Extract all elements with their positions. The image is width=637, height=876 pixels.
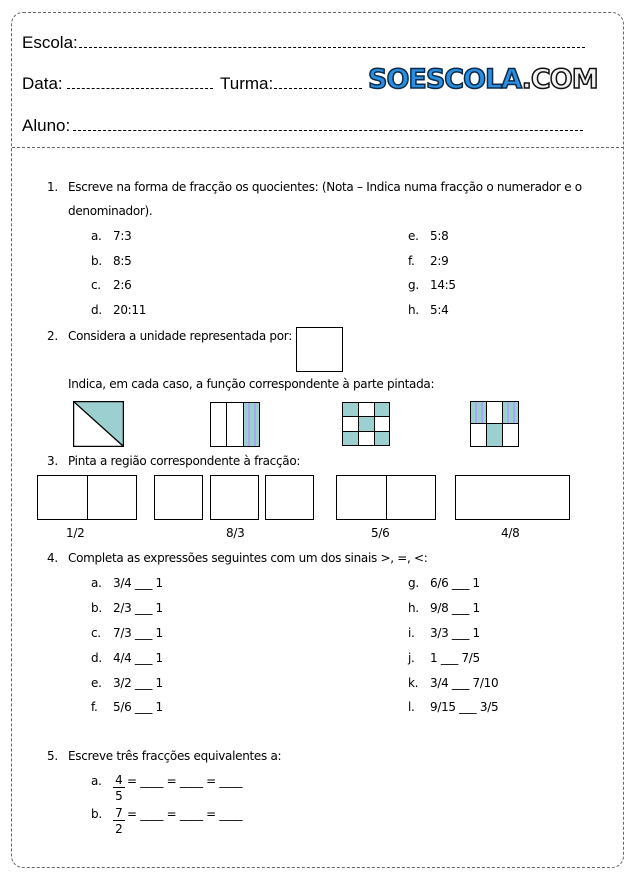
q4-item-letter: e. (91, 676, 102, 690)
paint-cell[interactable] (154, 475, 203, 520)
q4-item-letter: j. (408, 651, 415, 665)
fraction-label: 5/6 (371, 526, 390, 540)
q1-text: Escreve na forma de fracção os quocientes: (Nota – Indica numa fracção o numerador e o (68, 180, 582, 194)
q1-item-value: 14:5 (430, 278, 456, 292)
q1-item-value: 5:4 (430, 303, 449, 317)
cell-shaded (342, 402, 359, 417)
cell-shaded (374, 402, 390, 417)
soescola-logo (368, 64, 598, 95)
strip-shaded (243, 402, 260, 447)
q4-item-value: 2/3 ___ 1 (113, 601, 163, 615)
q4-item-value: 1 ___ 7/5 (430, 651, 480, 665)
q4-item-value: 5/6 ___ 1 (113, 700, 163, 714)
q5-item-letter: a. (91, 774, 102, 788)
q1-item-value: 2:6 (113, 278, 132, 292)
q4-item-letter: l. (408, 700, 415, 714)
class-label: Turma: (220, 74, 274, 93)
q2-text: Considera a unidade representada por: (68, 329, 292, 343)
q4-number: 4. (47, 551, 58, 565)
cell (486, 401, 503, 424)
q1-number: 1. (47, 180, 58, 194)
strip (210, 402, 227, 447)
equivalent-blanks[interactable]: = ____ = ____ = ____ (127, 807, 243, 821)
q4-item-letter: d. (91, 651, 102, 665)
school-label: Escola: (22, 33, 78, 52)
fraction-label: 8/3 (226, 526, 245, 540)
q4-item-value: 6/6 ___ 1 (430, 576, 480, 590)
q1-item-value: 20:11 (113, 303, 147, 317)
figure-thirds (210, 402, 260, 447)
fraction (113, 806, 125, 837)
figure-diagonal-half (73, 401, 124, 447)
q5-number: 5. (47, 749, 58, 763)
q1-item-letter: b. (91, 254, 102, 268)
q2-number: 2. (47, 329, 58, 343)
paint-cell[interactable] (455, 475, 570, 520)
q4-item-letter: f. (91, 700, 98, 714)
q4-item-value: 9/8 ___ 1 (430, 601, 480, 615)
q1-item-value: 7:3 (113, 229, 132, 243)
paint-cell[interactable] (37, 475, 88, 520)
denominator: 5 (115, 789, 123, 803)
paint-cell[interactable] (87, 475, 137, 520)
cell-shaded (486, 423, 503, 447)
figure-checkerboard (342, 402, 390, 446)
logo-text-blue: SOESCOLA (368, 64, 522, 95)
q1-item-letter: f. (408, 254, 415, 268)
q2-instruction: Indica, em cada caso, a função correspondente à parte pintada: (68, 377, 435, 391)
q4-item-value: 3/4 ___ 1 (113, 576, 163, 590)
numerator: 7 (113, 806, 125, 821)
fraction-label: 1/2 (66, 526, 85, 540)
denominator: 2 (115, 822, 123, 836)
q4-text: Completa as expressões seguintes com um dos sinais >, =, <: (68, 551, 428, 565)
cell (470, 423, 487, 447)
cell (358, 431, 375, 446)
equivalent-blanks[interactable]: = ____ = ____ = ____ (127, 774, 243, 788)
q3-number: 3. (47, 454, 58, 468)
paint-cell[interactable] (210, 475, 259, 520)
q4-item-letter: k. (408, 676, 419, 690)
q4-item-letter: c. (91, 626, 101, 640)
q1-item-letter: a. (91, 229, 102, 243)
q4-item-letter: a. (91, 576, 102, 590)
fraction-label: 4/8 (501, 526, 520, 540)
student-label: Aluno: (22, 116, 71, 135)
q4-item-value: 4/4 ___ 1 (113, 651, 163, 665)
q1-item-letter: d. (91, 303, 102, 317)
q1-item-value: 8:5 (113, 254, 132, 268)
q4-item-letter: g. (408, 576, 419, 590)
q4-item-letter: h. (408, 601, 419, 615)
cell (342, 416, 359, 432)
q4-item-letter: b. (91, 601, 102, 615)
header-divider (12, 147, 624, 148)
school-field[interactable] (79, 47, 585, 48)
q1-item-letter: e. (408, 229, 419, 243)
q1-text-cont: denominador). (68, 204, 153, 218)
q1-item-letter: g. (408, 278, 419, 292)
q4-item-value: 3/4 ___ 7/10 (430, 676, 499, 690)
student-field[interactable] (73, 130, 583, 131)
cell (374, 416, 390, 432)
cell-shaded (374, 431, 390, 446)
cell-shaded (358, 416, 375, 432)
date-field[interactable] (67, 88, 213, 89)
q4-item-value: 3/2 ___ 1 (113, 676, 163, 690)
cell-shaded (470, 401, 487, 424)
cell-shaded (502, 401, 519, 424)
cell (358, 402, 375, 417)
paint-cell[interactable] (265, 475, 314, 520)
class-field[interactable] (274, 88, 362, 89)
logo-text-white: .COM (521, 64, 598, 95)
q5-text: Escreve três fracções equivalentes a: (68, 749, 282, 763)
figure-sixths (470, 401, 519, 447)
paint-cell[interactable] (336, 475, 387, 520)
paint-cell[interactable] (386, 475, 436, 520)
q1-item-value: 5:8 (430, 229, 449, 243)
unit-square (296, 327, 343, 372)
q4-item-value: 7/3 ___ 1 (113, 626, 163, 640)
q4-item-value: 9/15 ___ 3/5 (430, 700, 499, 714)
date-label: Data: (22, 74, 63, 93)
numerator: 4 (113, 773, 125, 788)
strip (226, 402, 244, 447)
q3-text: Pinta a região correspondente à fracção: (68, 454, 301, 468)
q4-item-letter: i. (408, 626, 415, 640)
q1-item-letter: c. (91, 278, 101, 292)
q1-item-letter: h. (408, 303, 419, 317)
q1-item-value: 2:9 (430, 254, 449, 268)
q4-item-value: 3/3 ___ 1 (430, 626, 480, 640)
cell-shaded (342, 431, 359, 446)
q5-item-letter: b. (91, 807, 102, 821)
fraction (113, 773, 125, 804)
cell (502, 423, 519, 447)
